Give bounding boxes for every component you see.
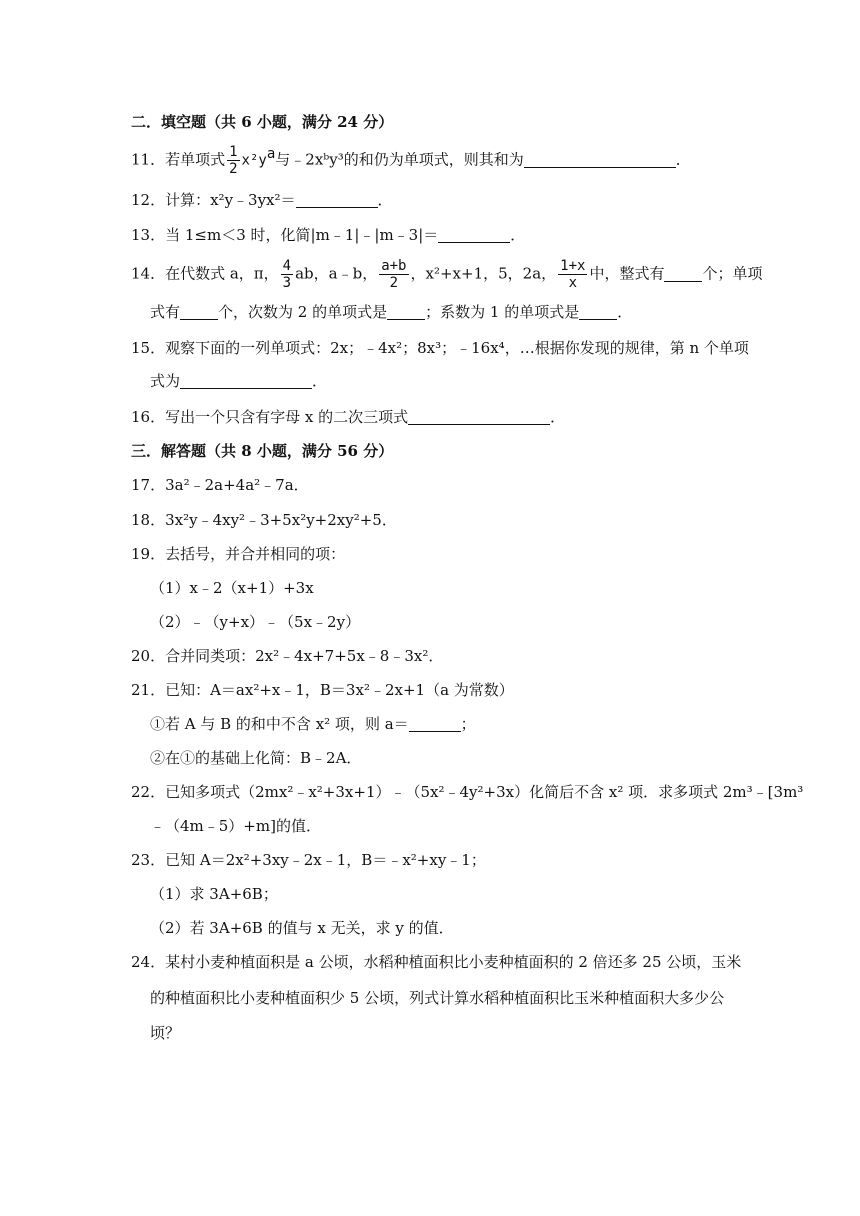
question-text: 合并同类项：2x²﹣4x+7+5x﹣8﹣3x²． [165,647,444,665]
question-23-part-2: （2）若 3A+6B 的值与 x 无关，求 y 的值． [150,919,454,937]
question-11 [131,144,750,177]
question-19 [131,542,750,566]
question-14-continued [150,300,750,324]
question-text: 观察下面的一列单项式：2x；﹣4x²；8x³；﹣16x⁴，…根据你发现的规律，第 n 个单项 [165,339,749,357]
question-21-part-2: ②在①的基础上化简：B﹣2A． [150,749,362,767]
question-15-continued [150,369,750,393]
answer-blank[interactable] [579,304,617,320]
question-13 [131,223,750,247]
question-21-part-1 [150,712,750,736]
question-12 [131,188,750,212]
question-20 [131,644,750,668]
fraction [227,144,239,177]
fraction [281,258,293,291]
question-number: 12． [131,191,166,209]
fraction-denominator: 2 [389,275,399,291]
answer-blank[interactable] [409,716,461,732]
punctuation: ． [312,372,328,390]
fraction [379,258,408,291]
question-text: 3a²﹣2a+4a²﹣7a． [165,476,309,494]
question-text: 去括号，并合并相同的项： [165,545,346,563]
question-24-continued: 的种植面积比小麦种植面积少 5 公顷，列式计算水稻种植面积比玉米种植面积大多少公 [150,989,725,1007]
question-number: 24． [131,953,166,971]
punctuation: ． [510,226,526,244]
fraction-numerator: 1+x [560,258,586,274]
question-number: 19． [131,545,166,563]
question-number: 22． [131,783,166,801]
answer-blank[interactable] [180,304,218,320]
question-21 [131,678,750,702]
fraction-denominator: x [568,275,578,291]
question-number: 13． [131,226,166,244]
question-text: ，x²+x+1，5，2a， [410,264,557,283]
fraction-denominator: 3 [282,275,292,291]
question-text: 已知 A＝2x²+3xy﹣2x﹣1，B＝﹣x²+xy﹣1； [165,851,486,869]
answer-blank[interactable] [438,227,510,243]
question-24-continued-2: 顷？ [150,1024,181,1042]
punctuation: ． [377,191,393,209]
fraction-numerator: 4 [282,258,292,274]
question-22-continued: ﹣（4m﹣5）+m]的值． [150,817,321,835]
question-18 [131,508,750,532]
question-text: 已知多项式（2mx²﹣x²+3x+1）﹣（5x²﹣4y²+3x）化简后不含 x² 项．求多项式 2m³﹣[3m³ [165,783,804,801]
answer-blank[interactable] [664,266,702,282]
question-text: 个；单项 [702,264,763,283]
answer-blank[interactable] [180,373,312,389]
fraction-numerator: a+b [381,258,407,274]
section-2-heading: 二．填空题（共 6 小题，满分 24 分） [131,113,394,131]
answer-blank[interactable] [524,152,676,168]
question-number: 16． [131,408,166,426]
answer-blank[interactable] [387,304,425,320]
question-number: 18． [131,511,166,529]
punctuation: ． [550,408,566,426]
question-text: 已知：A＝ax²+x﹣1，B＝3x²﹣2x+1（a 为常数） [165,681,514,699]
question-24 [131,950,750,974]
question-text: 式为 [150,372,181,390]
question-14 [131,258,763,291]
question-text: 3x²y﹣4xy²﹣3+5x²y+2xy²+5． [165,511,397,529]
question-text: 某村小麦种植面积是 a 公顷，水稻种植面积比小麦种植面积的 2 倍还多 25 公顷，玉米 [165,953,742,971]
punctuation: ； [460,715,476,733]
answer-blank[interactable] [408,409,550,425]
question-text: 写出一个只含有字母 x 的二次三项式 [165,408,409,426]
question-19-part-2: （2）﹣（y+x）﹣（5x﹣2y） [150,613,361,631]
question-text: ；系数为 1 的单项式是 [425,303,580,321]
question-22 [131,780,804,804]
answer-blank[interactable] [296,192,378,208]
fraction-denominator: 2 [229,161,238,177]
question-number: 14． [131,264,166,283]
question-16 [131,405,750,429]
question-text: 计算：x²y﹣3yx²＝ [165,191,296,209]
punctuation: ． [675,150,691,169]
section-3-heading: 三．解答题（共 8 小题，满分 56 分） [131,442,394,460]
question-23-part-1: （1）求 3A+6B； [150,885,278,903]
fraction [558,258,587,291]
monomial-expression: x²y [241,152,267,169]
fraction-numerator: 1 [229,144,238,160]
question-number: 23． [131,851,166,869]
question-text: 在代数式 a，π， [165,264,279,283]
exponent: a [266,145,276,162]
question-text: 中，整式有 [589,264,665,283]
question-text: 当 1≤m＜3 时，化简|m﹣1|﹣|m﹣3|＝ [165,226,439,244]
question-text: ①若 A 与 B 的和中不含 x² 项，则 a＝ [150,715,409,733]
question-text: 个，次数为 2 的单项式是 [218,303,388,321]
question-text: 若单项式 [165,150,226,169]
question-number: 21． [131,681,166,699]
question-number: 20． [131,647,166,665]
question-number: 15． [131,339,166,357]
question-15 [131,336,750,360]
punctuation: ． [617,303,633,321]
question-17 [131,473,750,497]
question-number: 17． [131,476,166,494]
question-text: 与﹣2xᵇy³的和仍为单项式，则其和为 [275,150,524,169]
question-19-part-1: （1）x﹣2（x+1）+3x [150,579,314,597]
question-text: 式有 [150,303,181,321]
question-number: 11． [131,150,166,169]
question-23 [131,848,750,872]
question-text: ab，a﹣b， [295,264,378,283]
